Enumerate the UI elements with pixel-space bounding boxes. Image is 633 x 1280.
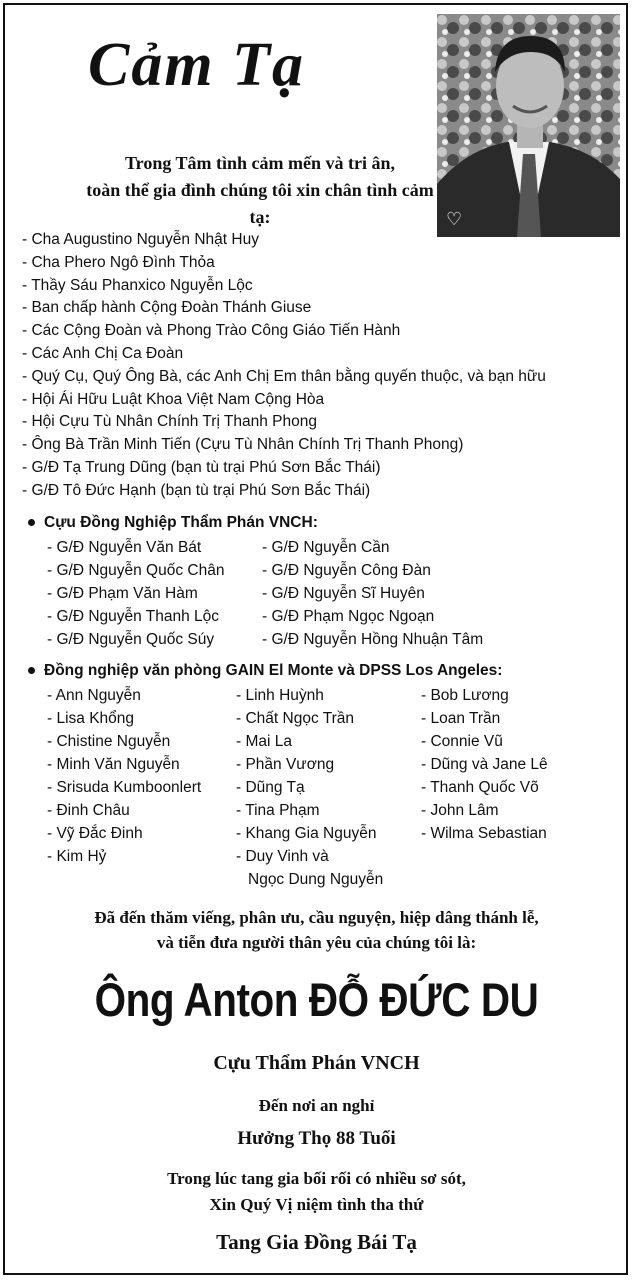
list-item: - Srisuda Kumboonlert	[47, 779, 202, 796]
list-item: - Cha Augustino Nguyễn Nhật Huy	[22, 231, 259, 248]
heart-icon[interactable]: ♡	[446, 209, 463, 229]
bullet-icon	[28, 667, 35, 674]
list-item: - Dũng Tạ	[236, 779, 305, 796]
rest-text: Đến nơi an nghỉ	[258, 1096, 375, 1115]
list-item: - Quý Cụ, Quý Ông Bà, các Anh Chị Em thân bằng quyến thuộc, và bạn hữu	[22, 367, 546, 385]
list-item: - Khang Gia Nguyễn	[236, 825, 377, 842]
list-item: - John Lâm	[421, 802, 499, 819]
list-item: - Ann Nguyễn	[47, 687, 141, 704]
list-item: - Phần Vương	[236, 756, 335, 773]
list-item: - G/Đ Nguyễn Văn Bát	[47, 539, 202, 556]
list-item: - Chistine Nguyễn	[47, 733, 171, 750]
list-item: - Duy Vinh và	[236, 848, 329, 865]
intro-line: Trong Tâm tình cảm mến và tri ân,	[124, 153, 395, 173]
list-item: - G/Đ Nguyễn Công Đàn	[262, 562, 431, 579]
judges-heading	[28, 514, 318, 532]
list-item: - G/Đ Nguyễn Quốc Chân	[47, 562, 225, 579]
list-item: - Thầy Sáu Phanxico Nguyễn Lộc	[22, 276, 253, 294]
deceased-position: Cựu Thẩm Phán VNCH	[213, 1052, 420, 1074]
intro-line: toàn thể gia đình chúng tôi xin chân tình cảm tạ:	[86, 180, 434, 227]
list-item: - Ban chấp hành Cộng Đoàn Thánh Giuse	[22, 299, 312, 317]
list-item: - Mai La	[236, 733, 292, 750]
list-item: - Thanh Quốc Võ	[421, 779, 539, 796]
apology-line: Trong lúc tang gia bối rối có nhiều sơ sót,	[167, 1169, 466, 1188]
closing-line: và tiễn đưa người thân yêu của chúng tôi là:	[156, 933, 477, 952]
list-item: - Loan Trần	[421, 710, 501, 727]
list-item: - G/Đ Nguyễn Thanh Lộc	[47, 608, 220, 625]
list-item: - Bob Lương	[421, 687, 509, 704]
portrait-photo	[437, 14, 620, 237]
list-item: - Linh Huỳnh	[236, 687, 324, 704]
list-item: - G/Đ Nguyễn Cần	[262, 539, 390, 556]
list-item: - Dũng và Jane Lê	[421, 756, 548, 773]
list-item: - Minh Văn Nguyễn	[47, 756, 180, 773]
list-item: - G/Đ Tạ Trung Dũng (bạn tù trại Phú Sơn Bắc Thái)	[22, 458, 381, 476]
closing-line: Đã đến thăm viếng, phân ưu, cầu nguyện, hiệp dâng thánh lễ,	[94, 908, 539, 927]
list-item: - Các Cộng Đoàn và Phong Trào Công Giáo Tiến Hành	[22, 322, 401, 340]
list-item: - G/Đ Nguyễn Sĩ Huyên	[262, 585, 425, 602]
list-item: - G/Đ Nguyễn Hồng Nhuận Tâm	[262, 631, 484, 648]
apology-line: Xin Quý Vị niệm tình tha thứ	[209, 1195, 424, 1214]
list-item: - Cha Phero Ngô Đình Thỏa	[22, 253, 215, 271]
apology-text	[0, 1166, 633, 1218]
list-item: - G/Đ Phạm Ngọc Ngoạn	[262, 608, 435, 625]
list-item: - Connie Vũ	[421, 733, 503, 750]
deceased-name: Ông Anton ĐỖ ĐỨC DU	[94, 973, 539, 1026]
list-item: - G/Đ Nguyễn Quốc Súy	[47, 631, 215, 648]
list-item: - Vỹ Đắc Đinh	[47, 825, 143, 842]
list-item: - Hội Cựu Tù Nhân Chính Trị Thanh Phong	[22, 413, 317, 431]
list-item: - Chất Ngọc Trần	[236, 710, 355, 727]
judges-heading-text: Cựu Đồng Nghiệp Thẩm Phán VNCH:	[44, 514, 318, 531]
closing-intro	[0, 905, 633, 955]
intro-text	[80, 150, 440, 231]
list-item: - G/Đ Tô Đức Hạnh (bạn tù trại Phú Sơn Bắc Thái)	[22, 481, 371, 499]
list-item: - Tina Phạm	[236, 802, 320, 819]
list-item: - Các Anh Chị Ca Đoàn	[22, 344, 184, 362]
bullet-icon	[28, 519, 35, 526]
list-item: Ngọc Dung Nguyễn	[248, 871, 384, 888]
list-item: - Wilma Sebastian	[421, 825, 547, 842]
colleagues-heading-text: Đồng nghiệp văn phòng GAIN El Monte và DPSS Los Angeles:	[44, 662, 503, 679]
list-item: - Lisa Khổng	[47, 710, 135, 727]
list-item: - G/Đ Phạm Văn Hàm	[47, 585, 198, 602]
age-text: Hưởng Thọ 88 Tuổi	[237, 1128, 396, 1149]
list-item: - Đinh Châu	[47, 802, 130, 819]
colleagues-heading	[28, 662, 502, 680]
list-item: - Kim Hỷ	[47, 848, 107, 865]
notice-title: Cảm Tạ	[88, 31, 305, 99]
family-signature: Tang Gia Đồng Bái Tạ	[216, 1230, 417, 1254]
list-item: - Ông Bà Trần Minh Tiến (Cựu Tù Nhân Chính Trị Thanh Phong)	[22, 436, 464, 454]
list-item: - Hội Ái Hữu Luật Khoa Việt Nam Cộng Hòa	[22, 390, 325, 408]
thanks-list	[22, 229, 546, 503]
